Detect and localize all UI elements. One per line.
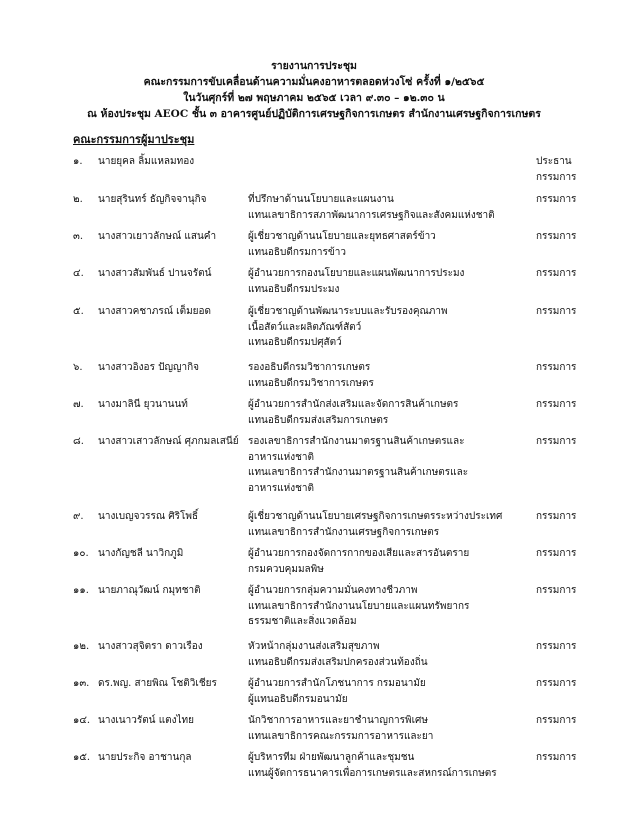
member-row bbox=[0, 639, 628, 676]
description-line: แทนอธิบดีกรมวิชาการเกษตร bbox=[248, 377, 374, 389]
position-line: กรรมการ bbox=[536, 548, 577, 559]
member-number: ๑๑. bbox=[73, 585, 89, 596]
member-row bbox=[0, 154, 628, 192]
member-name: นายประกิจ อาชานกุล bbox=[98, 752, 192, 763]
member-description bbox=[248, 360, 518, 391]
member-number: ๙. bbox=[73, 511, 84, 522]
description-line: ผู้อำนวยการกลุ่มความมั่นคงทางชีวภาพ bbox=[248, 585, 418, 596]
member-description bbox=[248, 509, 518, 540]
member-number: ๑. bbox=[73, 156, 83, 167]
description-line: รองอธิบดีกรมวิชาการเกษตร bbox=[248, 362, 371, 373]
description-line: แทนอธิบดีกรมปศุสัตว์ bbox=[248, 337, 342, 348]
member-position bbox=[536, 434, 576, 450]
member-row bbox=[0, 676, 628, 713]
description-line: ผู้อำนวยการสำนักส่งเสริมและจัดการสินค้าเกษตร bbox=[248, 399, 459, 410]
member-number: ๑๐. bbox=[73, 548, 89, 559]
position-line: ประธาน bbox=[536, 156, 572, 167]
position-line: กรรมการ bbox=[536, 171, 577, 183]
description-line: ธรรมชาติและสิ่งแวดล้อม bbox=[248, 616, 357, 627]
member-description bbox=[248, 229, 518, 260]
description-line: ผู้อำนวยการกองนโยบายและแผนพัฒนาการประมง bbox=[248, 268, 465, 279]
meeting-header bbox=[0, 58, 628, 122]
member-position bbox=[536, 509, 576, 525]
committee-title: คณะกรรมการขับเคลื่อนด้านความมั่นคงอาหารตลอดห่วงโซ่ ครั้งที่ ๑/๒๕๖๕ bbox=[143, 76, 485, 88]
member-number: ๖. bbox=[73, 362, 83, 373]
report-title: รายงานการประชุม bbox=[271, 60, 357, 72]
position-line: กรรมการ bbox=[536, 641, 577, 652]
member-name: นางสาวเยาวลักษณ์ แสนคำ bbox=[98, 231, 217, 242]
member-row bbox=[0, 304, 628, 360]
description-line: แทนเลขาธิการสำนักงานมาตรฐานสินค้าเกษตรและ bbox=[248, 467, 469, 478]
member-name: นางสาวสัมพันธ์ ปานจรัตน์ bbox=[98, 268, 212, 279]
member-row bbox=[0, 360, 628, 397]
position-line: กรรมการ bbox=[536, 585, 577, 596]
member-row bbox=[0, 192, 628, 229]
member-number: ๑๕. bbox=[73, 752, 91, 763]
description-line: ผู้แทนอธิบดีกรมอนามัย bbox=[248, 693, 348, 705]
meeting-venue: ณ ห้องประชุม AEOC ชั้น ๓ อาคารศูนย์ปฏิบัติการเศรษฐกิจการเกษตร สำนักงานเศรษฐกิจการเกษตร bbox=[87, 108, 541, 120]
member-description bbox=[248, 304, 518, 351]
position-line: กรรมการ bbox=[536, 194, 577, 205]
member-description bbox=[248, 266, 518, 297]
description-line: แทนเลขาธิการสภาพัฒนาการเศรษฐกิจและสังคมแห่งชาติ bbox=[248, 209, 495, 221]
description-line: กรมควบคุมมลพิษ bbox=[248, 563, 324, 575]
description-line: นักวิชาการอาหารและยาชำนาญการพิเศษ bbox=[248, 715, 428, 726]
position-line: กรรมการ bbox=[536, 678, 577, 689]
position-line: กรรมการ bbox=[536, 715, 577, 726]
member-row bbox=[0, 750, 628, 787]
member-row bbox=[0, 229, 628, 266]
description-line: ผู้บริหารทีม ฝ่ายพัฒนาลูกค้าและชุมชน bbox=[248, 752, 415, 763]
position-line: กรรมการ bbox=[536, 231, 577, 242]
description-line: แทนเลขาธิการคณะกรรมการอาหารและยา bbox=[248, 730, 434, 742]
member-position bbox=[536, 397, 576, 413]
member-row bbox=[0, 509, 628, 546]
member-name: นายยุคล ลิ้มแหลมทอง bbox=[98, 156, 195, 167]
member-row bbox=[0, 397, 628, 434]
description-line: ผู้อำนวยการสำนักโภชนาการ กรมอนามัย bbox=[248, 678, 426, 689]
member-number: ๕. bbox=[73, 306, 84, 317]
member-number: ๘. bbox=[73, 436, 84, 447]
member-position bbox=[536, 676, 576, 692]
description-line: แทนผู้จัดการธนาคารเพื่อการเกษตรและสหกรณ์การเกษตร bbox=[248, 767, 497, 779]
member-number: ๑๔. bbox=[73, 715, 91, 726]
member-number: ๗. bbox=[73, 399, 84, 410]
description-line: อาหารแห่งชาติ bbox=[248, 482, 315, 494]
member-number: ๑๒. bbox=[73, 641, 90, 652]
member-position bbox=[536, 639, 576, 655]
member-position bbox=[536, 154, 576, 185]
description-line: หัวหน้ากลุ่มงานส่งเสริมสุขภาพ bbox=[248, 641, 380, 652]
description-line: เนื้อสัตว์และผลิตภัณฑ์สัตว์ bbox=[248, 321, 362, 333]
member-description bbox=[248, 713, 518, 744]
position-line: กรรมการ bbox=[536, 362, 577, 373]
member-name: นางเนาวรัตน์ แตงไทย bbox=[98, 715, 195, 726]
member-position bbox=[536, 583, 576, 599]
member-name: นางกัญชลี นาวิกภูมิ bbox=[98, 548, 184, 559]
member-name: นายสุรินทร์ ธัญกิจจานุกิจ bbox=[98, 194, 207, 205]
member-name: นางสาวคชาภรณ์ เต็มยอด bbox=[98, 306, 212, 317]
description-line: ผู้อำนวยการกองจัดการกากของเสียและสารอันตราย bbox=[248, 548, 470, 559]
position-line: กรรมการ bbox=[536, 399, 577, 410]
member-name: นางเบญจวรรณ ศิริโพธิ์ bbox=[98, 511, 199, 522]
member-name: นางสาวเสาวลักษณ์ ศุภกมลเสนีย์ bbox=[98, 436, 239, 447]
position-line: กรรมการ bbox=[536, 268, 577, 279]
member-name: นางสาวอิงอร ปัญญากิจ bbox=[98, 362, 200, 373]
member-number: ๔. bbox=[73, 268, 84, 279]
member-description bbox=[248, 397, 518, 428]
member-name: นายภาณุวัฒน์ กมุทชาติ bbox=[98, 585, 201, 596]
description-line: ผู้เชี่ยวชาญด้านนโยบายเศรษฐกิจการเกษตรระหว่างประเทศ bbox=[248, 511, 503, 522]
member-description bbox=[248, 546, 518, 577]
description-line: แทนอธิบดีกรมการข้าว bbox=[248, 246, 346, 258]
member-description bbox=[248, 434, 518, 496]
description-line: ผู้เชี่ยวชาญด้านพัฒนาระบบและรับรองคุณภาพ bbox=[248, 306, 448, 317]
member-row bbox=[0, 546, 628, 583]
member-number: ๑๓. bbox=[73, 678, 90, 689]
description-line: ที่ปรึกษาด้านนโยบายและแผนงาน bbox=[248, 194, 394, 205]
member-row bbox=[0, 434, 628, 509]
position-line: กรรมการ bbox=[536, 752, 577, 763]
description-line: แทนอธิบดีกรมประมง bbox=[248, 283, 340, 295]
member-position bbox=[536, 750, 576, 766]
description-line: ผู้เชี่ยวชาญด้านนโยบายและยุทธศาสตร์ข้าว bbox=[248, 231, 436, 242]
member-name: ดร.พญ. สายพิณ โชติวิเชียร bbox=[98, 678, 217, 689]
description-line: แทนอธิบดีกรมส่งเสริมปกครองส่วนท้องถิ่น bbox=[248, 656, 428, 668]
member-position bbox=[536, 229, 576, 245]
member-list bbox=[0, 154, 628, 787]
member-description bbox=[248, 676, 518, 707]
position-line: กรรมการ bbox=[536, 511, 577, 522]
position-line: กรรมการ bbox=[536, 306, 577, 317]
member-description bbox=[248, 583, 518, 630]
member-number: ๓. bbox=[73, 231, 84, 242]
description-line: รองเลขาธิการสำนักงานมาตรฐานสินค้าเกษตรและ bbox=[248, 436, 465, 447]
description-line: อาหารแห่งชาติ bbox=[248, 451, 315, 463]
description-line: แทนเลขาธิการสำนักงานเศรษฐกิจการเกษตร bbox=[248, 526, 440, 538]
section-title: คณะกรรมการผู้มาประชุม bbox=[73, 133, 195, 146]
member-number: ๒. bbox=[73, 194, 83, 205]
position-line: กรรมการ bbox=[536, 436, 577, 447]
meeting-date: ในวันศุกร์ที่ ๒๗ พฤษภาคม ๒๕๖๕ เวลา ๙.๓๐ – ๑๒.๓๐ น bbox=[183, 92, 445, 104]
member-position bbox=[536, 360, 576, 376]
member-position bbox=[536, 192, 576, 208]
description-line: แทนอธิบดีกรมส่งเสริมการเกษตร bbox=[248, 414, 389, 426]
description-line: แทนเลขาธิการสำนักงานนโยบายและแผนทรัพยากร bbox=[248, 600, 470, 612]
member-position bbox=[536, 304, 576, 320]
member-row bbox=[0, 713, 628, 750]
member-name: นางสาวสุจิตรา ดาวเรือง bbox=[98, 641, 203, 652]
member-row bbox=[0, 583, 628, 639]
member-position bbox=[536, 546, 576, 562]
member-description bbox=[248, 192, 518, 223]
member-row bbox=[0, 266, 628, 304]
member-description bbox=[248, 750, 518, 781]
member-position bbox=[536, 266, 576, 282]
member-position bbox=[536, 713, 576, 729]
member-name: นางมาลินี ยุวนานนท์ bbox=[98, 399, 188, 410]
member-description bbox=[248, 639, 518, 670]
